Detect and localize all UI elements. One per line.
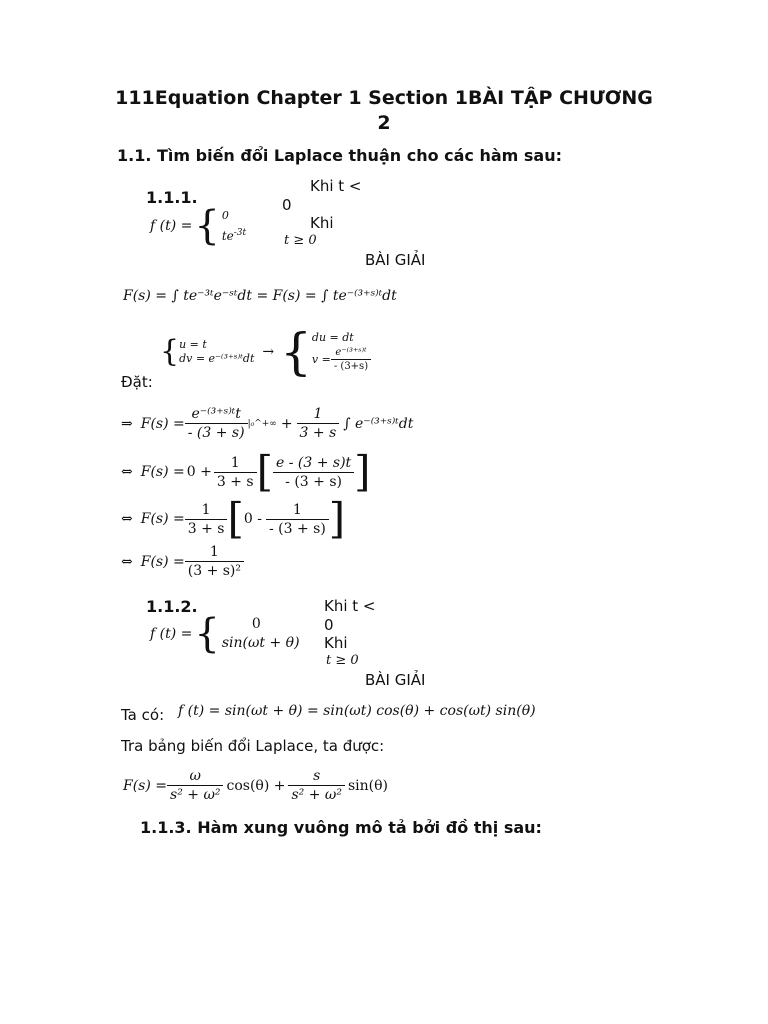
page-title-line2: 2 xyxy=(377,112,391,134)
sub-brace-left: { xyxy=(160,333,180,369)
dat-label: Đặt: xyxy=(121,373,153,391)
left-brace: { xyxy=(194,203,220,249)
question-heading: 1.1. Tìm biến đổi Laplace thuận cho các hàm sau: xyxy=(117,146,563,165)
sub-arrow: → xyxy=(262,343,275,360)
substitution xyxy=(160,322,371,381)
step-3: ⇔ F(s) = $\frac{1}{3 + s}$ [ 0 - $\frac{1}{- (3 + s)}$ ] xyxy=(121,494,346,543)
equation-taco: f (t) = sin(ωt + θ) = sin(ωt) cos(θ) + cos(ωt) sin(θ) xyxy=(178,703,536,719)
step4-frac: $\frac{1}{\text{(3 + s)²}}$ xyxy=(185,543,244,580)
result-frac2: $\frac{s}{\text{s² + ω²}}$ xyxy=(288,767,344,804)
cases xyxy=(222,208,246,245)
step3-frac2: $\frac{1}{- (3 + s)}$ xyxy=(266,501,329,538)
case-te: $te^{-3t}$ xyxy=(221,227,247,243)
condition-112-2b: t ≥ 0 xyxy=(326,653,359,668)
condition-2b: t ≥ 0 xyxy=(284,233,317,248)
step2-frac1: $\frac{1}{3 + s}$ xyxy=(214,454,257,491)
case-112-sin: sin(ωt + θ) xyxy=(221,635,300,651)
condition-112-2: Khi xyxy=(324,634,348,652)
step-4: ⇔ F(s) = $\frac{1}{\text{(3 + s)²}}$ xyxy=(121,543,244,580)
sub-u: u = t xyxy=(179,337,207,351)
condition-112-1: Khi t < xyxy=(324,597,376,615)
problem-label-111: 1.1.1. xyxy=(146,188,198,207)
piecewise-111 xyxy=(150,203,247,249)
tra-bang-text: Tra bảng biến đổi Laplace, ta được: xyxy=(121,737,385,755)
case-zero: 0 xyxy=(221,208,229,222)
piecewise-112: f (t) = { 0 sin(ωt + θ) xyxy=(150,611,300,657)
ta-co-label: Ta có: xyxy=(121,706,165,724)
sub-v: v = xyxy=(311,353,331,366)
step2-frac2: $\frac{e - (3 + s)t}{- (3 + s)}$ xyxy=(273,454,354,491)
function-f: f (t) = xyxy=(150,218,193,234)
condition-1: Khi t < xyxy=(310,177,362,195)
sub-v-frac: $\frac{\text{e⁻⁽³⁺ˢ⁾ᵗ}}{- (3+s)}$ xyxy=(331,346,371,373)
problem-label-112: 1.1.2. xyxy=(146,597,198,616)
condition-112-1b: 0 xyxy=(324,616,334,634)
result-frac1: $\frac{\omega}{\text{s² + ω²}}$ xyxy=(167,767,223,804)
result-112: F(s) = $\frac{\omega}{\text{s² + ω²}}$ cos(θ) + $\frac{s}{\text{s² + ω²}}$ sin(θ) xyxy=(123,768,388,803)
solution-heading-112: BÀI GIẢI xyxy=(365,671,426,689)
step1-frac2: $\frac{1}{3 + s}$ xyxy=(297,405,340,442)
sub-du: du = dt xyxy=(311,331,354,344)
sub-dv: dv = e⁻⁽³⁺ˢ⁾ᵗdt xyxy=(179,351,255,365)
condition-1b: 0 xyxy=(282,196,292,214)
condition-2: Khi xyxy=(310,214,334,232)
step-2: ⇔ F(s) = 0 + $\frac{1}{3 + s}$ [ $\frac{e - (3 + s)t}{- (3 + s)}$ ] xyxy=(121,447,371,496)
case-112-zero: 0 xyxy=(251,616,261,632)
step1-frac1: $\frac{\text{e⁻⁽³⁺ˢ⁾ᵗt}}{- (3 + s)}$ xyxy=(185,405,248,442)
page-title: 111Equation Chapter 1 Section 1BÀI TẬP CHƯƠNG xyxy=(115,87,653,109)
equation-1: F(s) = ∫ te⁻³ᵗe⁻ˢᵗdt = F(s) = ∫ te⁻⁽³⁺ˢ⁾ᵗdt xyxy=(123,288,397,304)
solution-heading-111: BÀI GIẢI xyxy=(365,251,426,269)
problem-113: 1.1.3. Hàm xung vuông mô tả bởi đồ thị sau: xyxy=(140,818,542,837)
step3-frac1: $\frac{1}{3 + s}$ xyxy=(185,501,228,538)
step-1: ⇒ F(s) = $\frac{\text{e⁻⁽³⁺ˢ⁾ᵗt}}{- (3 + s)}$ |₀^+∞ + $\frac{1}{3 + s}$ ∫ e⁻⁽³⁺ˢ⁾ᵗdt xyxy=(121,406,414,441)
sub-brace-right: { xyxy=(280,322,312,381)
